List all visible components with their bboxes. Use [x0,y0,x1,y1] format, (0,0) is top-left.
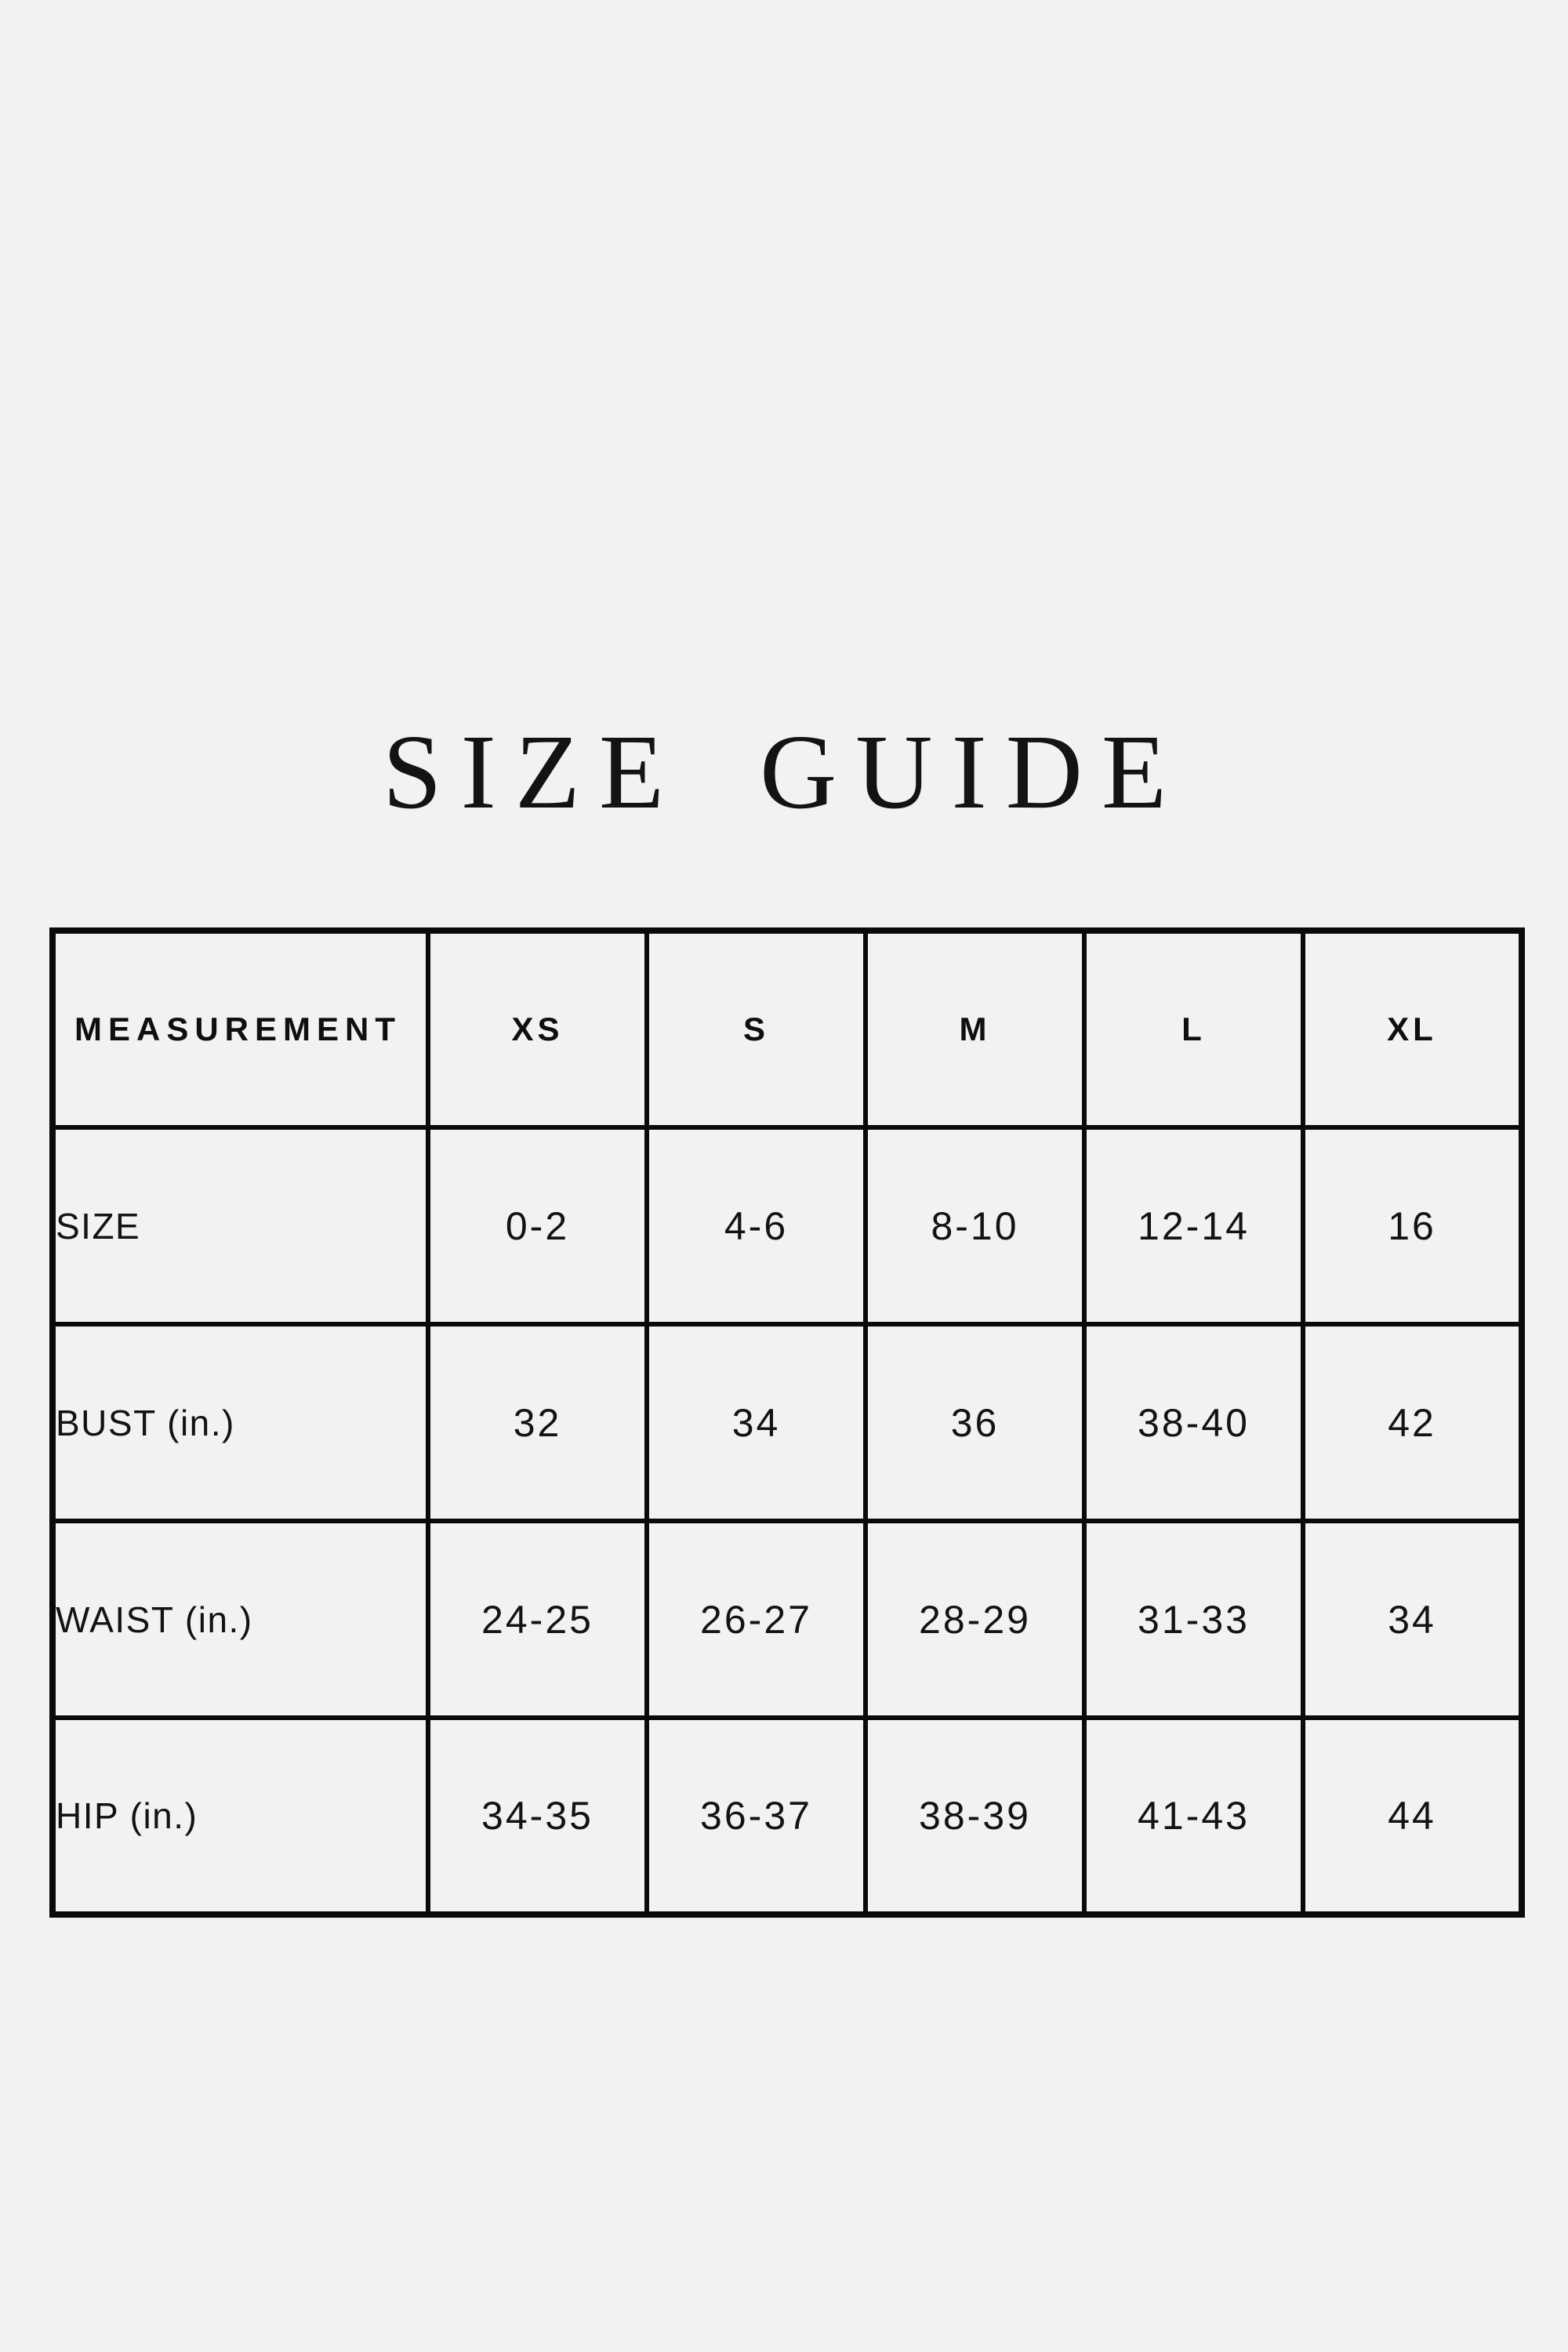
table-cell: 8-10 [866,1127,1084,1324]
table-cell: 26-27 [647,1521,866,1718]
table-header-row [53,931,1522,1127]
column-header-s: S [647,931,866,1127]
row-label-bust: BUST (in.) [53,1324,428,1521]
table-row-waist [53,1521,1522,1718]
table-cell: 24-25 [428,1521,647,1718]
column-header-xs: XS [428,931,647,1127]
table-cell: 34 [647,1324,866,1521]
table-cell: 31-33 [1084,1521,1303,1718]
row-label-waist: WAIST (in.) [53,1521,428,1718]
table-cell: 32 [428,1324,647,1521]
column-header-xl: XL [1303,931,1522,1127]
page-title: SIZE GUIDE [382,713,1186,832]
table-cell: 16 [1303,1127,1522,1324]
size-guide-table [49,927,1525,1918]
column-header-m: M [866,931,1084,1127]
row-label-size: SIZE [53,1127,428,1324]
table-cell: 34-35 [428,1718,647,1915]
table-row-size [53,1127,1522,1324]
table-row-hip [53,1718,1522,1915]
table-cell: 34 [1303,1521,1522,1718]
table-cell: 4-6 [647,1127,866,1324]
row-label-hip: HIP (in.) [53,1718,428,1915]
table-cell: 28-29 [866,1521,1084,1718]
table-cell: 41-43 [1084,1718,1303,1915]
column-header-l: L [1084,931,1303,1127]
column-header-measurement: MEASUREMENT [53,931,428,1127]
table-cell: 44 [1303,1718,1522,1915]
table-row-bust [53,1324,1522,1521]
table-cell: 42 [1303,1324,1522,1521]
table-cell: 12-14 [1084,1127,1303,1324]
table-cell: 38-39 [866,1718,1084,1915]
table-cell: 36 [866,1324,1084,1521]
table-cell: 0-2 [428,1127,647,1324]
table-cell: 38-40 [1084,1324,1303,1521]
table-cell: 36-37 [647,1718,866,1915]
